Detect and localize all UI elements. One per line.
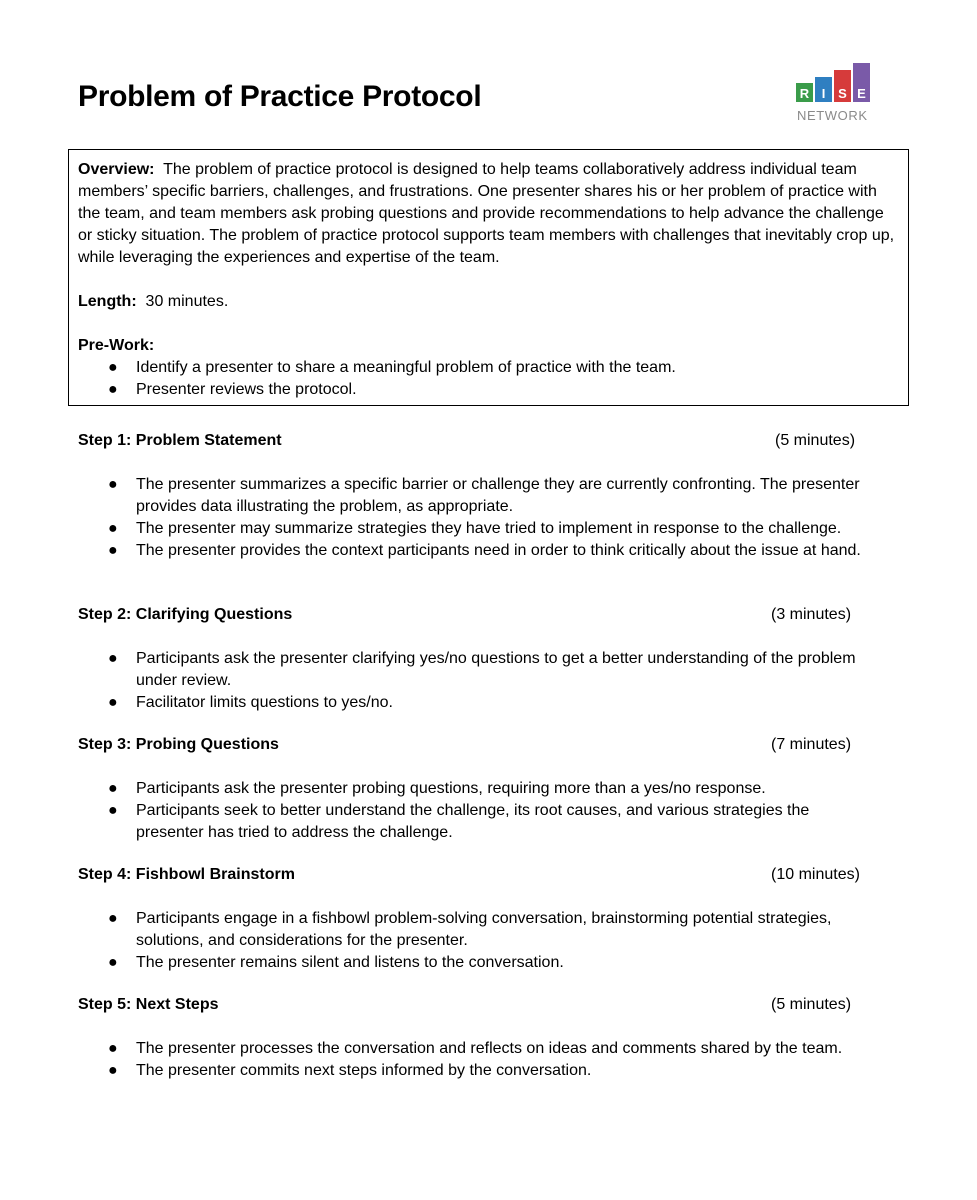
prework-label: Pre-Work: bbox=[78, 337, 155, 354]
step-heading bbox=[78, 734, 878, 756]
step-title: Step 4: Fishbowl Brainstorm bbox=[78, 866, 295, 883]
list-item: ● Participants seek to better understand the challenge, its root causes, and various strategies the presenter has tried to address the challenge. bbox=[108, 802, 810, 841]
step-duration: (10 minutes) bbox=[771, 866, 860, 883]
overview-label: Overview: bbox=[78, 161, 155, 178]
bullet-icon: ● bbox=[108, 910, 118, 927]
list-item: ● Participants engage in a fishbowl problem-solving conversation, brainstorming potential strategies, solutions, and considerations for the presenter. bbox=[108, 910, 832, 949]
step-heading bbox=[78, 604, 878, 626]
bullet-icon: ● bbox=[108, 1040, 118, 1057]
overview-box bbox=[68, 149, 909, 406]
step-title: Step 5: Next Steps bbox=[78, 996, 219, 1013]
list-item: ● The presenter may summarize strategies they have tried to implement in response to the challenge. bbox=[78, 518, 878, 540]
step-list bbox=[78, 908, 878, 974]
bullet-icon: ● bbox=[108, 954, 118, 971]
step-duration: (7 minutes) bbox=[771, 736, 852, 753]
bullet-icon: ● bbox=[108, 780, 118, 797]
step-duration: (3 minutes) bbox=[771, 606, 852, 623]
bullet-icon: ● bbox=[108, 694, 118, 711]
step-list bbox=[78, 474, 878, 562]
list-item: ● Participants ask the presenter probing questions, requiring more than a yes/no response. bbox=[78, 778, 878, 800]
logo-letter-e: E bbox=[857, 86, 866, 101]
page-title: Problem of Practice Protocol bbox=[78, 80, 482, 113]
bullet-icon: ● bbox=[108, 542, 118, 559]
step-heading bbox=[78, 994, 878, 1016]
step-1-section bbox=[78, 430, 878, 562]
list-item: ● The presenter commits next steps informed by the conversation. bbox=[78, 1060, 878, 1082]
step-list bbox=[78, 1038, 878, 1082]
length-label: Length: bbox=[78, 293, 137, 310]
step-title: Step 2: Clarifying Questions bbox=[78, 606, 293, 623]
list-item: ● Facilitator limits questions to yes/no. bbox=[78, 692, 878, 714]
step-2-section bbox=[78, 604, 878, 714]
overview-paragraph bbox=[78, 159, 899, 269]
step-heading bbox=[78, 430, 878, 452]
step-list bbox=[78, 778, 878, 844]
rise-network-logo bbox=[796, 64, 876, 124]
length-value: 30 minutes. bbox=[145, 293, 229, 310]
bullet-icon: ● bbox=[108, 381, 118, 398]
list-item: ● The presenter processes the conversation and reflects on ideas and comments shared by the team. bbox=[78, 1038, 878, 1060]
logo-letter-r: R bbox=[799, 86, 810, 101]
logo-subtitle: NETWORK bbox=[797, 108, 868, 123]
prework-list bbox=[78, 357, 899, 401]
length-line bbox=[78, 291, 899, 313]
bullet-icon: ● bbox=[108, 650, 118, 667]
list-item: ● Identify a presenter to share a meaningful problem of practice with the team. bbox=[78, 357, 899, 379]
step-duration: (5 minutes) bbox=[771, 996, 852, 1013]
overview-text: The problem of practice protocol is designed to help teams collaboratively address individual team members’ specific barriers, challenges, and frustrations. One presenter shares his or her problem of practice with the team, and team members ask probing questions and provide recommendations to help advance the challenge or sticky situation. The problem of practice protocol supports team members with challenges that inevitably crop up, while leveraging the experiences and expertise of the team. bbox=[78, 161, 895, 266]
step-5-section bbox=[78, 994, 878, 1082]
list-item: ● The presenter provides the context participants need in order to think critically about the issue at hand. bbox=[78, 540, 878, 562]
step-heading bbox=[78, 864, 878, 886]
step-list bbox=[78, 648, 878, 714]
bullet-icon: ● bbox=[108, 359, 118, 376]
bullet-icon: ● bbox=[108, 520, 118, 537]
step-title: Step 3: Probing Questions bbox=[78, 736, 279, 753]
bullet-icon: ● bbox=[108, 802, 118, 819]
step-4-section bbox=[78, 864, 878, 974]
list-item: ● Participants ask the presenter clarifying yes/no questions to get a better understanding of the problem under review. bbox=[108, 650, 856, 689]
step-title: Step 1: Problem Statement bbox=[78, 432, 282, 449]
logo-letter-s: S bbox=[838, 86, 847, 101]
step-3-section bbox=[78, 734, 878, 844]
bullet-icon: ● bbox=[108, 1062, 118, 1079]
step-duration: (5 minutes) bbox=[775, 432, 856, 449]
bullet-icon: ● bbox=[108, 476, 118, 493]
list-item: ● Presenter reviews the protocol. bbox=[78, 379, 899, 401]
list-item: ● The presenter remains silent and listens to the conversation. bbox=[78, 952, 878, 974]
list-item: ● The presenter summarizes a specific barrier or challenge they are currently confronting. The presenter provides data illustrating the problem, as appropriate. bbox=[108, 476, 860, 515]
logo-letter-i: I bbox=[821, 86, 826, 101]
